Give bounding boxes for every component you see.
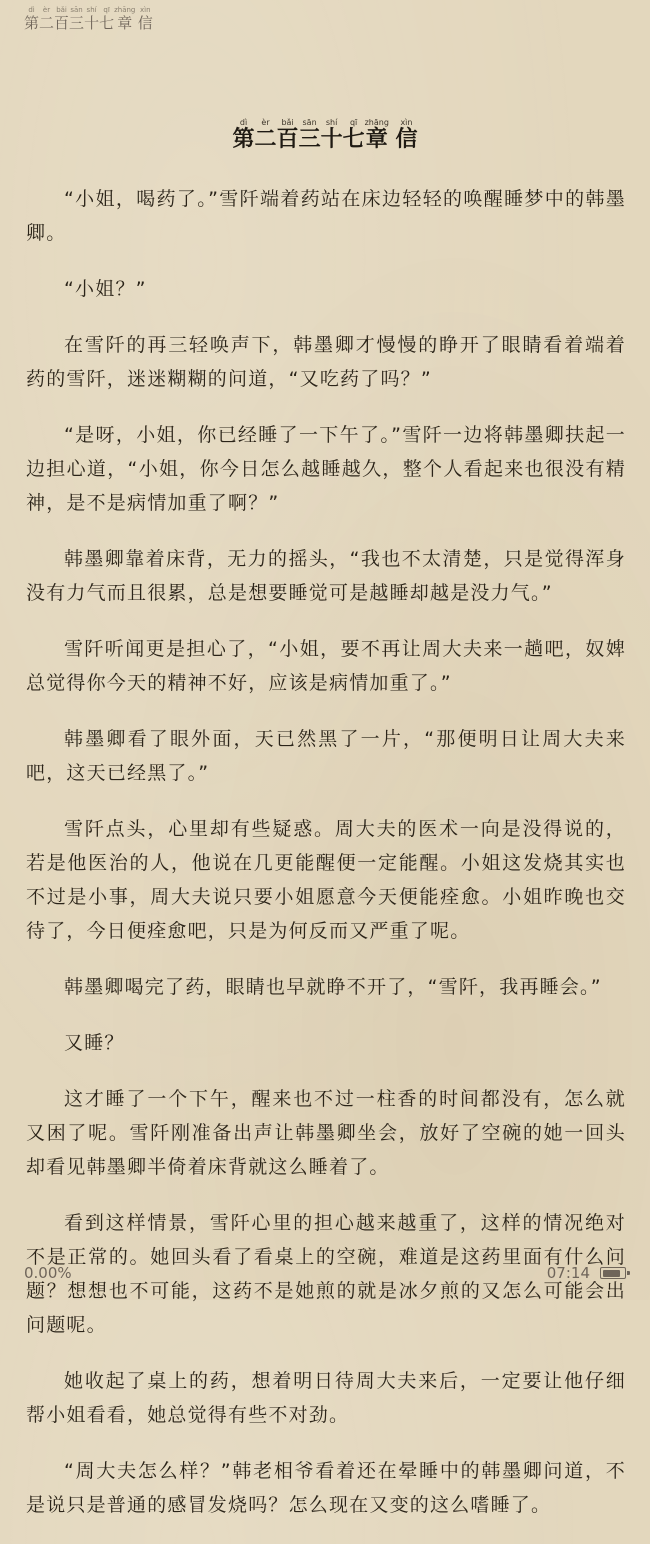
chapter-content[interactable] xyxy=(26,182,626,1544)
paragraph: 这才睡了一个下午，醒来也不过一柱香的时间都没有，怎么就又困了呢。雪阡刚准备出声让韩墨卿坐会，放好了空碗的她一回头却看见韩墨卿半倚着床背就这么睡着了。 xyxy=(26,1088,626,1178)
clock: 07:14 xyxy=(546,1264,590,1282)
paragraph: “小姐，喝药了。”雪阡端着药站在床边轻轻的唤醒睡梦中的韩墨卿。 xyxy=(26,188,626,244)
paragraph: 韩墨卿看了眼外面，天已然黑了一片，“那便明日让周大夫来吧，这天已经黑了。” xyxy=(26,728,626,784)
paragraph: 又睡？ xyxy=(64,1032,125,1054)
paragraph: 雪阡听闻更是担心了，“小姐，要不再让周大夫来一趟吧，奴婢总觉得你今天的精神不好，应该是病情加重了。” xyxy=(26,638,626,694)
paragraph: “周大夫怎么样？”韩老相爷看着还在晕睡中的韩墨卿问道，不是说只是普通的感冒发烧吗？怎么现在又变的这么嗜睡了。 xyxy=(26,1460,626,1516)
paragraph: “是呀，小姐，你已经睡了一下午了。”雪阡一边将韩墨卿扶起一边担心道，“小姐，你今日怎么越睡越久，整个人看起来也很没有精神，是不是病情加重了啊？” xyxy=(26,424,626,514)
running-header xyxy=(24,6,626,36)
paragraph: 韩墨卿靠着床背，无力的摇头，“我也不太清楚，只是觉得浑身没有力气而且很累，总是想要睡觉可是越睡却越是没力气。” xyxy=(26,548,626,604)
battery-level xyxy=(603,1270,620,1277)
status-footer xyxy=(24,1264,626,1284)
paragraph: “小姐？” xyxy=(64,278,147,300)
paragraph: 在雪阡的再三轻唤声下，韩墨卿才慢慢的睁开了眼睛看着端着药的雪阡，迷迷糊糊的问道，“又吃药了吗？” xyxy=(26,334,626,390)
chapter-title: 第dì二èr百bǎi三sān十shí七qī章zhāng 信xìn xyxy=(232,118,418,152)
paragraph: 韩墨卿喝完了药，眼睛也早就睁不开了，“雪阡，我再睡会。” xyxy=(64,976,602,998)
paragraph: 她收起了桌上的药，想着明日待周大夫来后，一定要让他仔细帮小姐看看，她总觉得有些不对劲。 xyxy=(26,1370,626,1426)
running-header-title: 第dì二èr百bǎi三sān十shí七qī章zhāng 信xìn xyxy=(24,6,153,32)
paragraph: 雪阡点头，心里却有些疑惑。周大夫的医术一向是没得说的，若是他医治的人，他说在几更能醒便一定能醒。小姐这发烧其实也不过是小事，周大夫说只要小姐愿意今天便能痊愈。小姐昨晚也交待了，今日便痊愈吧，只是为何反而又严重了呢。 xyxy=(26,818,626,942)
paragraph: 看到这样情景，雪阡心里的担心越来越重了，这样的情况绝对不是正常的。她回头看了看桌上的空碗，难道是这药里面有什么问题？想想也不可能，这药不是她煎的就是冰夕煎的又怎么可能会出问题呢。 xyxy=(26,1212,626,1336)
reading-progress: 0.00% xyxy=(24,1264,72,1282)
battery-icon xyxy=(600,1267,626,1279)
